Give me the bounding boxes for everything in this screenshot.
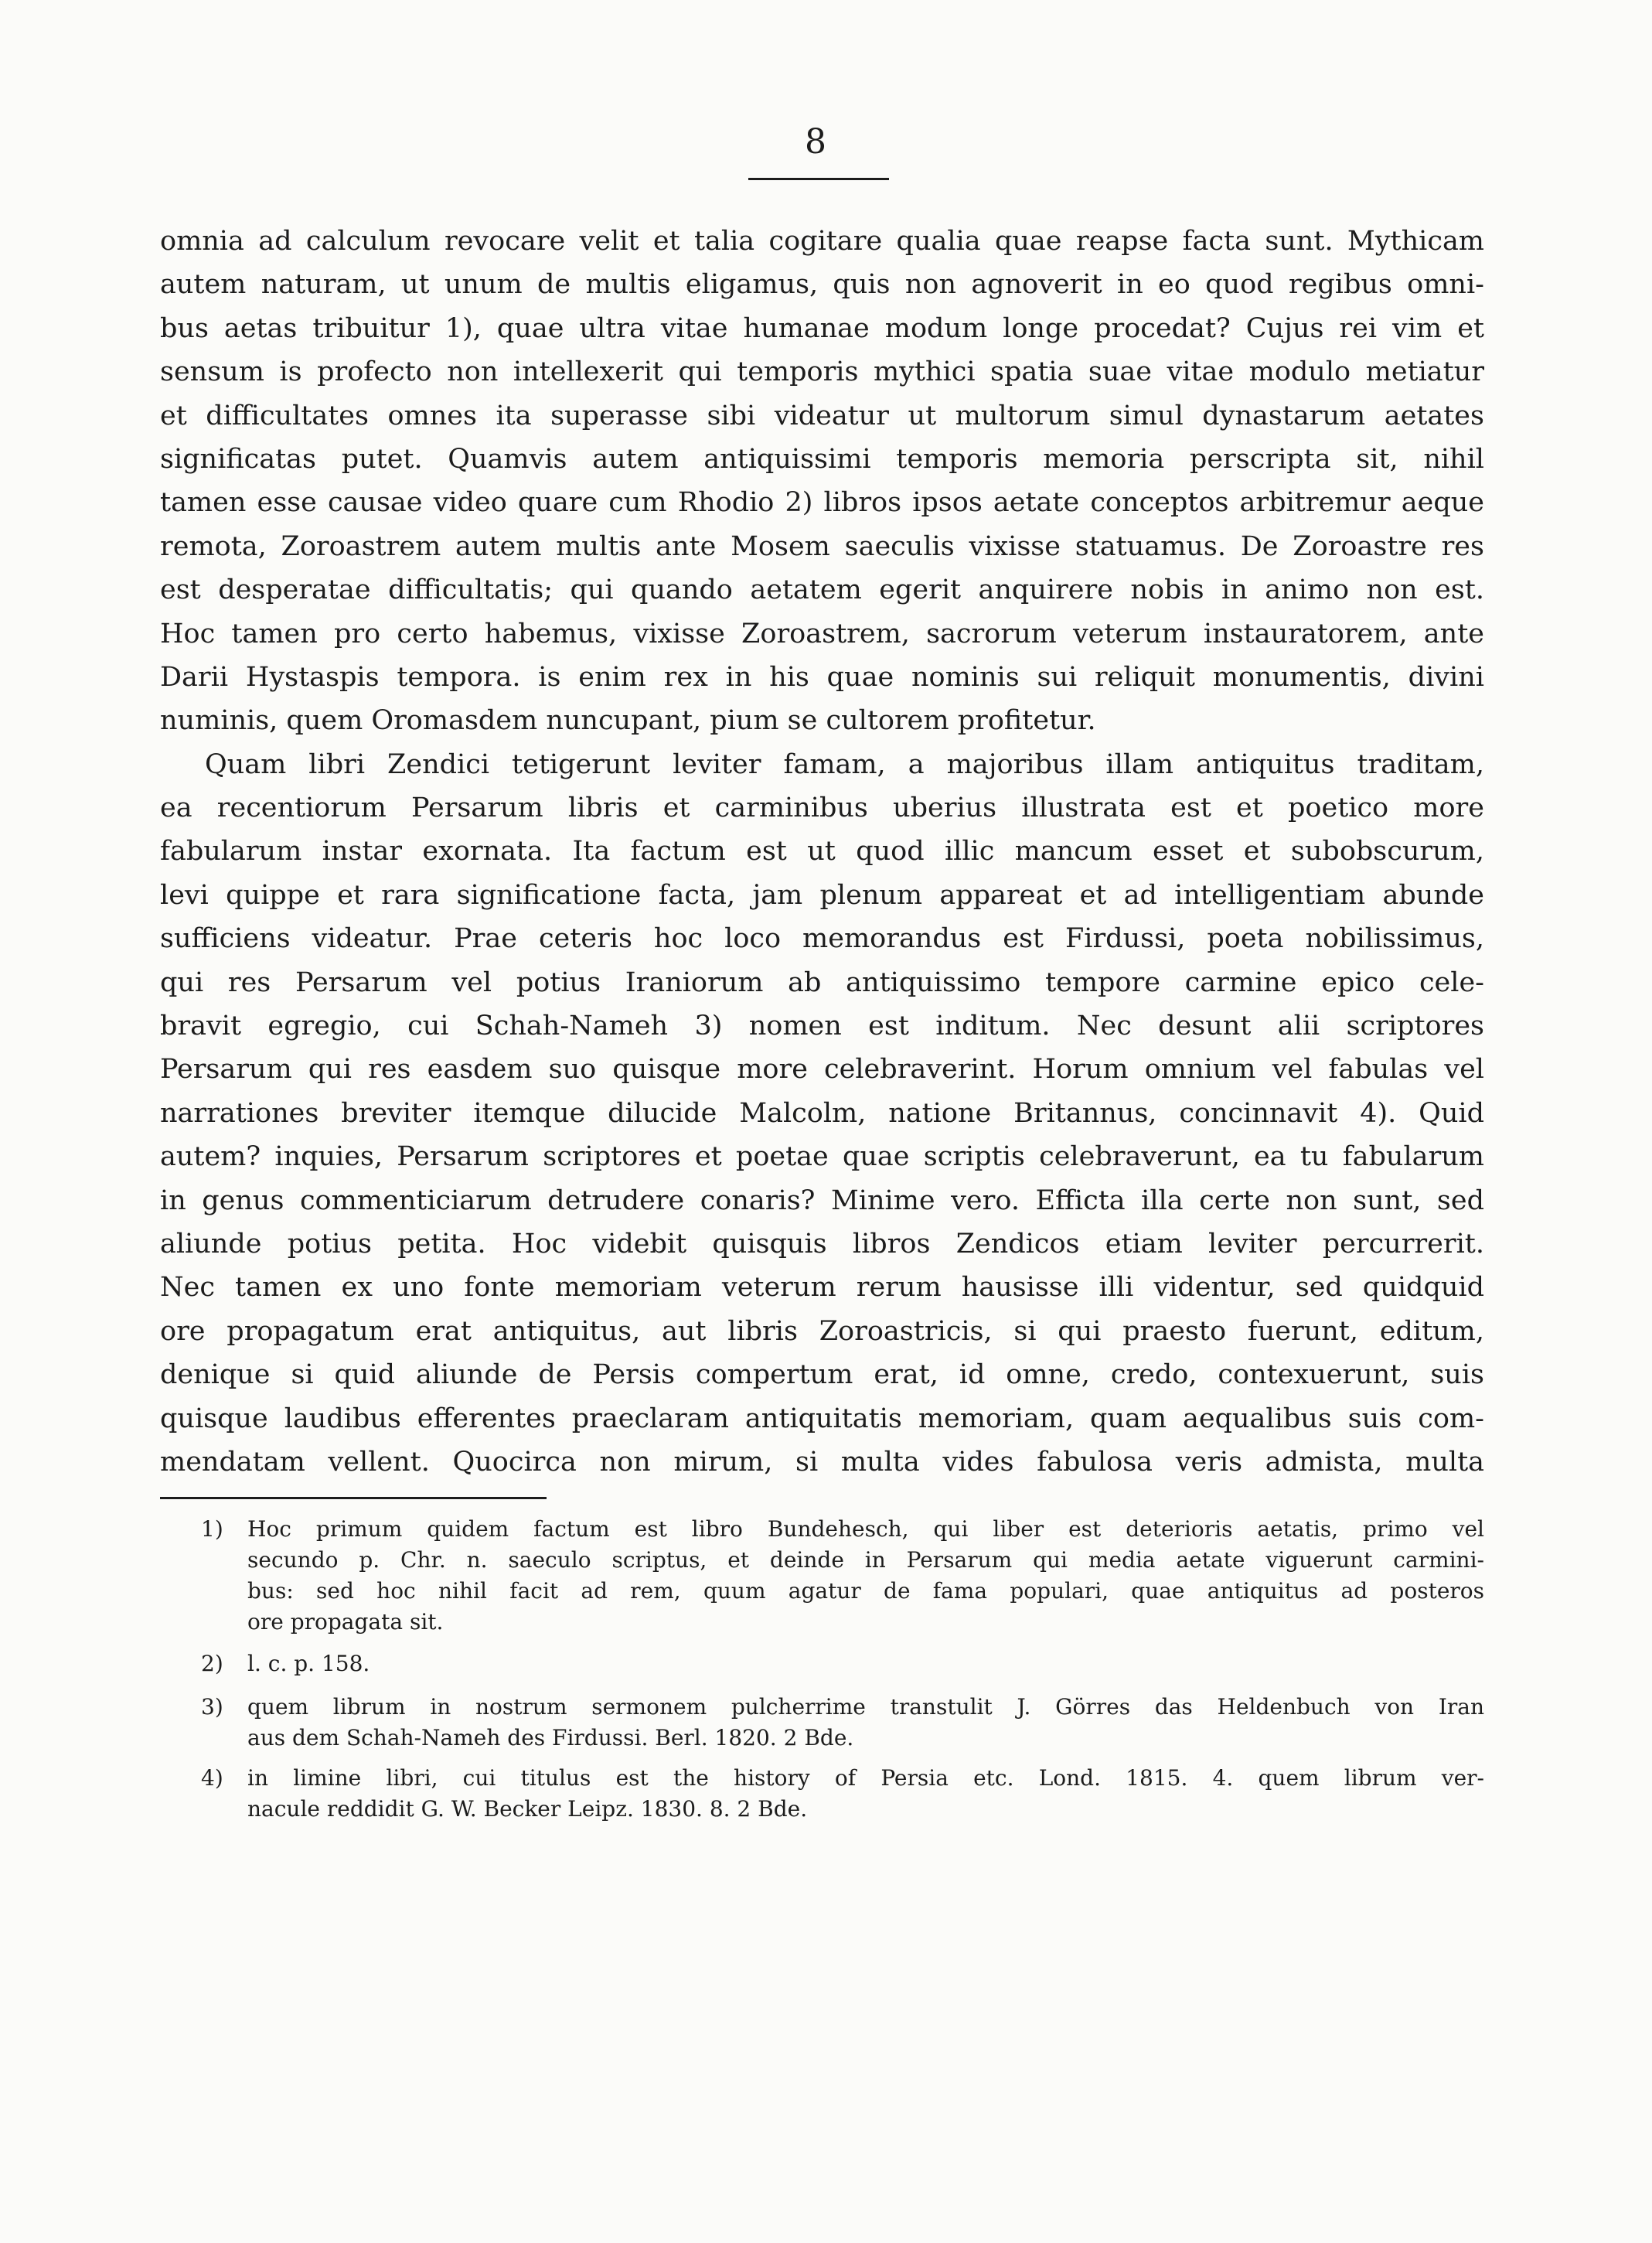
text-line: fabularum instar exornata. Ita factum est ut quod illic mancum esset et subobscurum, — [160, 836, 1484, 868]
footnote-1 — [201, 1514, 1484, 1638]
text-line: et difficultates omnes ita superasse sibi videatur ut multorum simul dynastarum aetates — [160, 400, 1484, 431]
footnote-2 — [201, 1648, 1484, 1679]
text-line: mendatam vellent. Quocirca non mirum, si multa vides fabulosa veris admista, multa — [160, 1446, 1484, 1478]
footnote-line: quem librum in nostrum sermonem pulcherrime transtulit J. Görres das Heldenbuch von Iran — [247, 1694, 1484, 1720]
footnote-line: nacule reddidit G. W. Becker Leipz. 1830. 8. 2 Bde. — [247, 1796, 808, 1822]
footnote-separator — [160, 1497, 547, 1499]
text-line: levi quippe et rara significatione facta, jam plenum appareat et ad intelligentiam abunde — [160, 879, 1484, 911]
footnote-line: ore propagata sit. — [247, 1609, 444, 1635]
text-line: bravit egregio, cui Schah-Nameh 3) nomen est inditum. Nec desunt alii scriptores — [160, 1011, 1484, 1042]
text-line: autem? inquies, Persarum scriptores et poetae quae scriptis celebraverunt, ea tu fabularum — [160, 1141, 1484, 1173]
footnotes — [201, 1514, 1484, 1825]
footnote-line: Hoc primum quidem factum est libro Bundehesch, qui liber est deterioris aetatis, primo vel — [247, 1516, 1484, 1542]
paragraph-1 — [160, 220, 1484, 743]
footnote-line: l. c. p. 158. — [247, 1651, 370, 1676]
text-line: in genus commenticiarum detrudere conaris? Minime vero. Efficta illa certe non sunt, sed — [160, 1185, 1484, 1216]
footnote-mark: 3) — [201, 1694, 223, 1720]
footnote-3 — [201, 1692, 1484, 1754]
text-line: est desperatae difficultatis; qui quando aetatem egerit anquirere nobis in animo non est. — [160, 574, 1484, 606]
footnote-line: aus dem Schah-Nameh des Firdussi. Berl. 1820. 2 Bde. — [247, 1725, 854, 1750]
footnote-mark: 2) — [201, 1651, 223, 1676]
text-line: omnia ad calculum revocare velit et talia cogitare qualia quae reapse facta sunt. Mythicam — [160, 226, 1484, 257]
text-line: Quam libri Zendici tetigerunt leviter famam, a majoribus illam antiquitus traditam, — [205, 748, 1484, 780]
body-text — [160, 220, 1484, 1484]
text-line: tamen esse causae video quare cum Rhodio 2) libros ipsos aetate conceptos arbitremur aeque — [160, 487, 1484, 519]
footnote-line: in limine libri, cui titulus est the history of Persia etc. Lond. 1815. 4. quem librum ver- — [247, 1765, 1484, 1791]
text-line: ea recentiorum Persarum libris et carminibus uberius illustrata est et poetico more — [160, 793, 1484, 824]
text-line: numinis, quem Oromasdem nuncupant, pium se cultorem profitetur. — [160, 705, 1096, 737]
text-line: qui res Persarum vel potius Iraniorum ab antiquissimo tempore carmine epico cele- — [160, 966, 1484, 998]
text-line: Hoc tamen pro certo habemus, vixisse Zoroastrem, sacrorum veterum instauratorem, ante — [160, 618, 1484, 649]
text-line: sufficiens videatur. Prae ceteris hoc loco memorandus est Firdussi, poeta nobilissimus, — [160, 923, 1484, 955]
text-line: sensum is profecto non intellexerit qui temporis mythici spatia suae vitae modulo metiatur — [160, 356, 1484, 388]
text-line: remota, Zoroastrem autem multis ante Mosem saeculis vixisse statuamus. De Zoroastre res — [160, 530, 1484, 562]
paragraph-2 — [160, 743, 1484, 1485]
text-line: Nec tamen ex uno fonte memoriam veterum rerum hausisse illi videntur, sed quidquid — [160, 1272, 1484, 1304]
footnote-line: bus: sed hoc nihil facit ad rem, quum agatur de fama populari, quae antiquitus ad posteros — [247, 1578, 1484, 1604]
text-line: ore propagatum erat antiquitus, aut libris Zoroastricis, si qui praesto fuerunt, editum, — [160, 1315, 1484, 1347]
text-line: narrationes breviter itemque dilucide Malcolm, natione Britannus, concinnavit 4). Quid — [160, 1097, 1484, 1129]
text-line: Darii Hystaspis tempora. is enim rex in his quae nominis sui reliquit monumentis, divini — [160, 661, 1484, 693]
footnote-mark: 4) — [201, 1765, 223, 1791]
text-line: Persarum qui res easdem suo quisque more celebraverint. Horum omnium vel fabulas vel — [160, 1054, 1484, 1086]
page-number-rule — [748, 178, 889, 180]
text-line: aliunde potius petita. Hoc videbit quisquis libros Zendicos etiam leviter percurrerit. — [160, 1228, 1484, 1260]
text-line: bus aetas tribuitur 1), quae ultra vitae humanae modum longe procedat? Cujus rei vim et — [160, 312, 1484, 344]
text-line: significatas putet. Quamvis autem antiquissimi temporis memoria perscripta sit, nihil — [160, 443, 1484, 475]
footnote-line: secundo p. Chr. n. saeculo scriptus, et deinde in Persarum qui media aetate viguerunt carmini- — [247, 1547, 1484, 1573]
footnote-4 — [201, 1763, 1484, 1825]
text-line: autem naturam, ut unum de multis eligamus, quis non agnoverit in eo quod regibus omni- — [160, 269, 1484, 301]
text-line: denique si quid aliunde de Persis compertum erat, id omne, credo, contexuerunt, suis — [160, 1359, 1484, 1391]
footnote-mark: 1) — [201, 1516, 223, 1542]
page-number: 8 — [805, 122, 826, 162]
text-line: quisque laudibus efferentes praeclaram antiquitatis memoriam, quam aequalibus suis com- — [160, 1403, 1484, 1434]
